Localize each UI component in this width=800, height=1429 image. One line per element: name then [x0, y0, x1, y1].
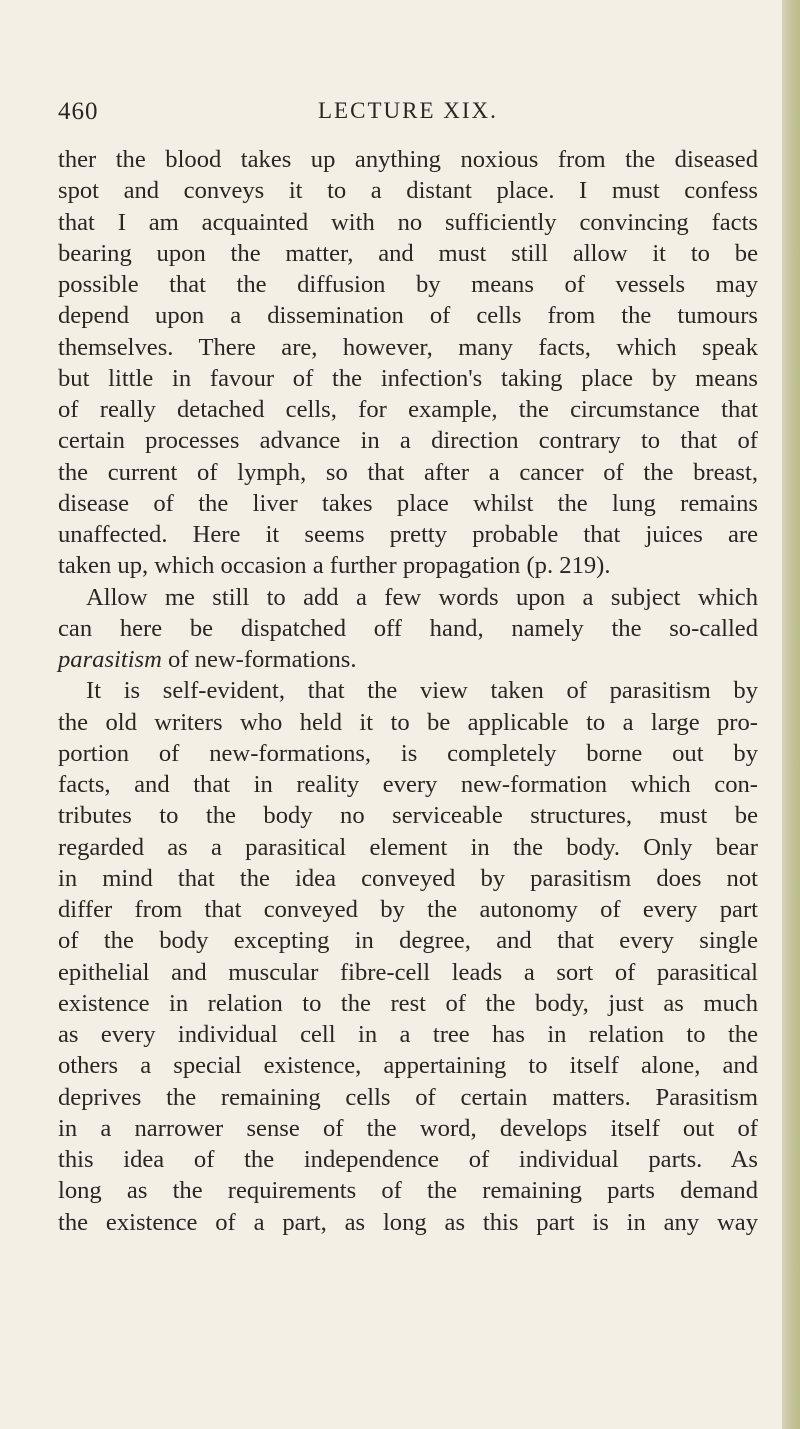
text-line: of the body excepting in degree, and that every single	[58, 927, 758, 955]
text-line: tributes to the body no serviceable structures, must be	[58, 802, 758, 830]
text-line: epithelial and muscular fibre-cell leads a sort of parasitical	[58, 958, 758, 986]
text-line: this idea of the independence of individual parts. As	[58, 1146, 758, 1173]
body-text	[58, 144, 758, 1238]
running-head: LECTURE XIX.	[318, 98, 498, 123]
text-line: certain processes advance in a direction contrary to that of	[58, 427, 758, 455]
page-header	[58, 98, 678, 138]
text-line-rest: of new-formations.	[161, 646, 357, 673]
text-line: can here be dispatched off hand, namely the so-called	[58, 614, 758, 642]
text-line: facts, and that in reality every new-formation which con-	[58, 771, 758, 798]
text-line: as every individual cell in a tree has in relation to the	[58, 1021, 758, 1048]
text-line: bearing upon the matter, and must still allow it to be	[58, 239, 758, 267]
text-line: themselves. There are, however, many facts, which speak	[58, 333, 758, 361]
text-line: the current of lymph, so that after a cancer of the breast,	[58, 458, 758, 486]
text-line: the old writers who held it to be applicable to a large pro-	[58, 708, 758, 736]
text-line: differ from that conveyed by the autonomy of every part	[58, 896, 758, 923]
text-line: portion of new-formations, is completely borne out by	[58, 739, 758, 767]
text-line: long as the requirements of the remaining parts demand	[58, 1177, 758, 1205]
text-line: disease of the liver takes place whilst the lung remains	[58, 489, 758, 517]
text-line: that I am acquainted with no sufficiently convincing facts	[58, 208, 758, 236]
text-line: deprives the remaining cells of certain matters. Parasitism	[58, 1083, 758, 1111]
text-line: existence in relation to the rest of the body, just as much	[58, 989, 758, 1017]
text-line: in mind that the idea conveyed by parasitism does not	[58, 864, 758, 892]
italic-term: parasitism	[58, 646, 162, 673]
text-line: of really detached cells, for example, the circumstance that	[58, 396, 758, 423]
page-number: 460	[58, 98, 99, 125]
page-edge-shading	[782, 0, 800, 1429]
text-line	[58, 644, 758, 675]
paragraph-start-line: Allow me still to add a few words upon a subject which	[86, 583, 758, 611]
text-line: others a special existence, appertaining to itself alone, and	[58, 1052, 758, 1080]
text-line: the existence of a part, as long as this part is in any way	[58, 1208, 758, 1236]
text-line: possible that the diffusion by means of vessels may	[58, 271, 758, 298]
text-line: in a narrower sense of the word, develops itself out of	[58, 1114, 758, 1142]
text-line: unaffected. Here it seems pretty probable that juices are	[58, 521, 758, 548]
paragraph-start-line: It is self-evident, that the view taken of parasitism by	[86, 677, 758, 705]
text-line: regarded as a parasitical element in the body. Only bear	[58, 833, 758, 861]
text-line: spot and conveys it to a distant place. I must confess	[58, 177, 758, 205]
text-line: ther the blood takes up anything noxious from the diseased	[58, 146, 758, 173]
text-line: but little in favour of the infection's taking place by means	[58, 364, 758, 392]
text-line: depend upon a dissemination of cells from the tumours	[58, 302, 758, 330]
text-line: taken up, which occasion a further propagation (p. 219).	[58, 552, 611, 580]
